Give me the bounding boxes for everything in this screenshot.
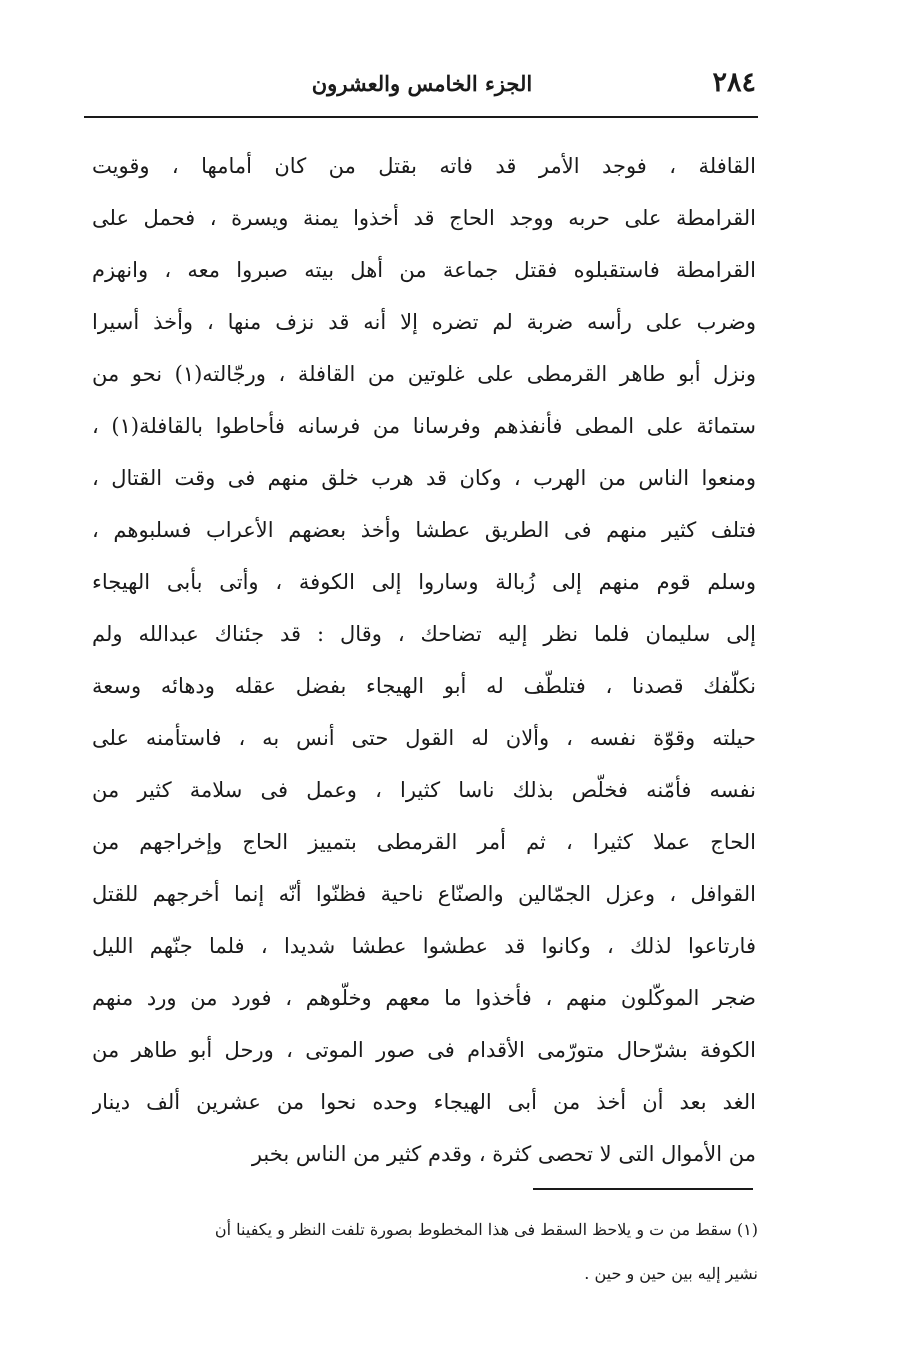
- text-line: وضرب على رأسه ضربة لم تضره إلا أنه قد نزف منها ، وأخذ أسيرا: [92, 310, 756, 334]
- text-line: حيلته وقوّة نفسه ، وألان له القول حتى أنس به ، فاستأمنه على: [92, 726, 756, 750]
- text-line: نكلّفك قصدنا ، فتلطّف له أبو الهيجاء بفضل عقله ودهائه وسعة: [92, 674, 756, 698]
- text-line: القرامطة فاستقبلوه فقتل جماعة من أهل بيته صبروا معه ، وانهزم: [92, 258, 756, 282]
- footnote-line: نشير إليه بين حين و حين .: [584, 1264, 758, 1283]
- footnote-divider: [533, 1188, 753, 1190]
- text-line: من الأموال التى لا تحصى كثرة ، وقدم كثير من الناس بخبر: [251, 1142, 756, 1166]
- main-text: [92, 140, 756, 1180]
- running-head: [88, 62, 756, 106]
- text-line: ستمائة على المطى فأنفذهم وفرسانا من فرسانه فأحاطوا بالقافلة(١) ،: [92, 414, 756, 438]
- text-line: الحاج عملا كثيرا ، ثم أمر القرمطى بتمييز الحاج وإخراجهم من: [92, 830, 756, 854]
- text-line: نفسه فأمّنه فخلّص بذلك ناسا كثيرا ، وعمل فى سلامة كثير من: [92, 778, 756, 802]
- text-line: القوافل ، وعزل الجمّالين والصنّاع ناحية فظنّوا أنّه إنما أخرجهم للقتل: [92, 882, 756, 906]
- footnote-line: (١) سقط من ت و يلاحظ السقط فى هذا المخطوط بصورة تلفت النظر و يكفينا أن: [214, 1220, 758, 1239]
- footnote: [88, 1208, 758, 1296]
- running-head-title: الجزء الخامس والعشرون: [311, 71, 533, 96]
- text-line: فارتاعوا لذلك ، وكانوا قد عطشوا عطشا شديدا ، فلما جنّهم الليل: [92, 934, 756, 958]
- text-line: ونزل أبو طاهر القرمطى على غلوتين من القافلة ، ورجّالته(١) نحو من: [92, 362, 756, 386]
- header-divider: [84, 116, 758, 118]
- text-line: إلى سليمان فلما نظر إليه تضاحك ، وقال : قد جئناك عبدالله ولم: [92, 622, 756, 646]
- text-line: القافلة ، فوجد الأمر قد فاته بقتل من كان أمامها ، وقويت: [92, 154, 756, 178]
- text-line: وسلم قوم منهم إلى زُبالة وساروا إلى الكوفة ، وأتى بأبى الهيجاء: [92, 570, 756, 594]
- text-line: ضجر الموكّلون منهم ، فأخذوا ما معهم وخلّوهم ، فورد من ورد منهم: [92, 986, 756, 1010]
- text-line: القرامطة على حربه ووجد الحاج قد أخذوا يمنة ويسرة ، فحمل على: [92, 206, 756, 230]
- text-line: ومنعوا الناس من الهرب ، وكان قد هرب خلق منهم فى وقت القتال ،: [92, 466, 756, 490]
- text-line: الكوفة بشرّحال متورّمى الأقدام فى صور الموتى ، ورحل أبو طاهر من: [92, 1038, 756, 1062]
- text-line: الغد بعد أن أخذ من أبى الهيجاء وحده نحوا من عشرين ألف دينار: [92, 1090, 756, 1114]
- page-number: ٢٨٤: [712, 67, 756, 98]
- text-line: فتلف كثير منهم فى الطريق عطشا وأخذ بعضهم الأعراب فسلبوهم ،: [92, 518, 756, 542]
